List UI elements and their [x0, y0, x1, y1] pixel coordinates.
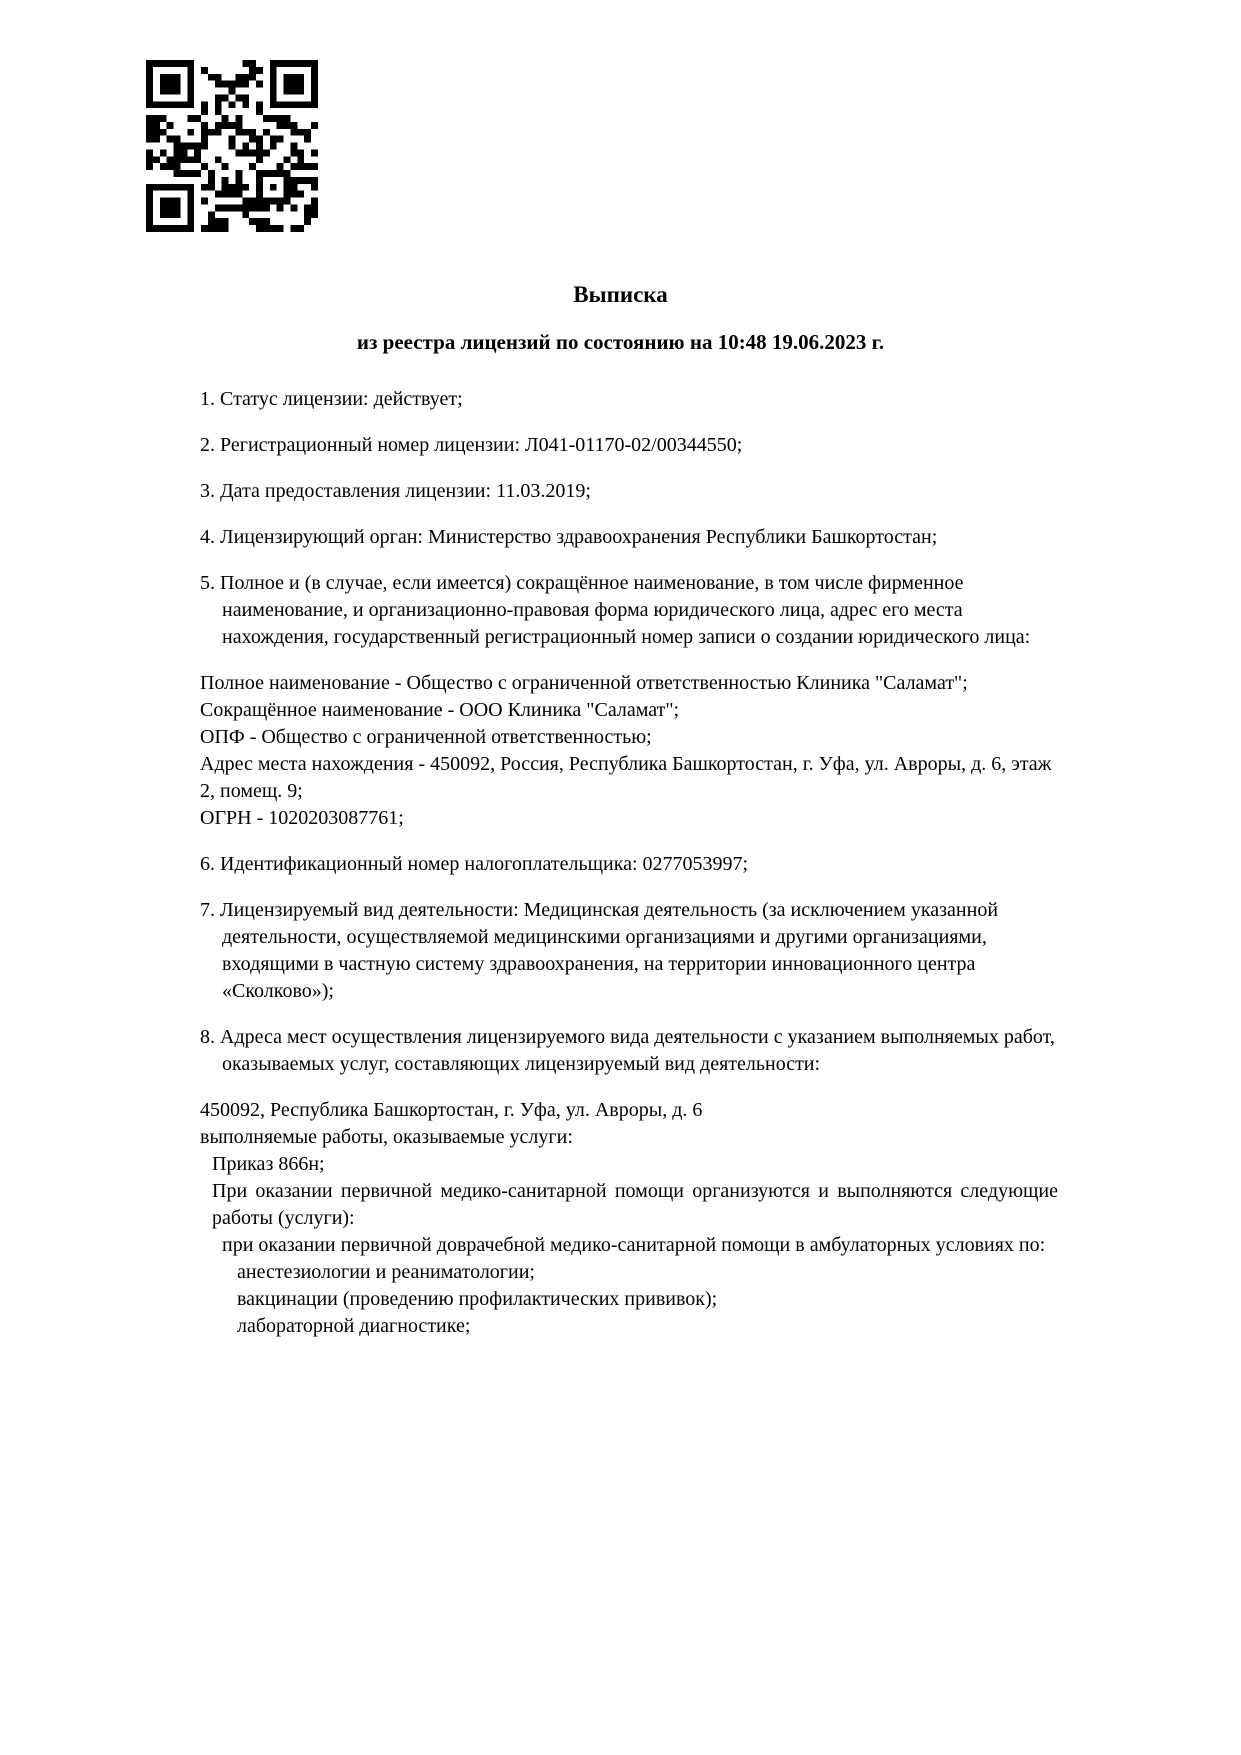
activity-service-anesthesiology: анестезиологии и реаниматологии;	[237, 1261, 535, 1283]
page-subtitle: из реестра лицензий по состоянию на 10:48 19.06.2023 г.	[356, 330, 885, 354]
list-item-inn: 6. Идентификационный номер налогоплательщика: 0277053997;	[200, 853, 749, 875]
org-full-name: Полное наименование - Общество с ограниченной ответственностью Клиника "Саламат";	[200, 672, 968, 694]
org-ogrn: ОГРН - 1020203087761;	[200, 807, 404, 829]
list-item-org-intro: 5. Полное и (в случае, если имеется) сокращённое наименование, в том числе фирменное наименование, и организационно-правовая форма юридического лица, адрес его места нахождения, государственный регистрационный номер записи о создании юридического лица:	[200, 572, 1031, 648]
list-item-reg-number: 2. Регистрационный номер лицензии: Л041-01170-02/00344550;	[200, 434, 743, 456]
org-opf: ОПФ - Общество с ограниченной ответственностью;	[200, 726, 652, 748]
page-title: Выписка	[573, 282, 668, 307]
activity-address: 450092, Республика Башкортостан, г. Уфа, ул. Авроры, д. 6	[200, 1099, 703, 1121]
activity-primary-care: При оказании первичной медико-санитарной помощи организуются и выполняются следующие работы (услуги):	[212, 1180, 1058, 1229]
activity-service-lab: лабораторной диагностике;	[237, 1315, 471, 1337]
activity-service-vaccination: вакцинации (проведению профилактических прививок);	[237, 1288, 718, 1310]
activity-pre-doctor: при оказании первичной доврачебной медико-санитарной помощи в амбулаторных условиях по:	[222, 1234, 1046, 1256]
org-details-block	[200, 670, 1058, 832]
org-short-name: Сокращённое наименование - ООО Клиника "Саламат";	[200, 699, 680, 721]
activity-works-label: выполняемые работы, оказываемые услуги:	[200, 1126, 573, 1148]
document-body	[200, 386, 1058, 1359]
list-item-authority: 4. Лицензирующий орган: Министерство здравоохранения Республики Башкортостан;	[200, 526, 938, 548]
activity-order: Приказ 866н;	[212, 1153, 325, 1175]
list-item-activity-addresses: 8. Адреса мест осуществления лицензируемого вида деятельности с указанием выполняемых работ, оказываемых услуг, составляющих лицензируемый вид деятельности:	[200, 1026, 1055, 1075]
org-address: Адрес места нахождения - 450092, Россия, Республика Башкортостан, г. Уфа, ул. Авроры, д. 6, этаж 2, помещ. 9;	[200, 753, 1052, 802]
qr-code-icon	[146, 60, 318, 232]
list-item-status: 1. Статус лицензии: действует;	[200, 388, 463, 410]
list-item-grant-date: 3. Дата предоставления лицензии: 11.03.2019;	[200, 480, 591, 502]
activity-details-block	[200, 1097, 1058, 1340]
list-item-activity-type: 7. Лицензируемый вид деятельности: Медицинская деятельность (за исключением указанной деятельности, осуществляемой медицинскими организациями и другими организациями, входящими в частную систему здравоохранения, на территории инновационного центра «Сколково»);	[200, 899, 999, 1002]
document-header	[0, 282, 1241, 355]
